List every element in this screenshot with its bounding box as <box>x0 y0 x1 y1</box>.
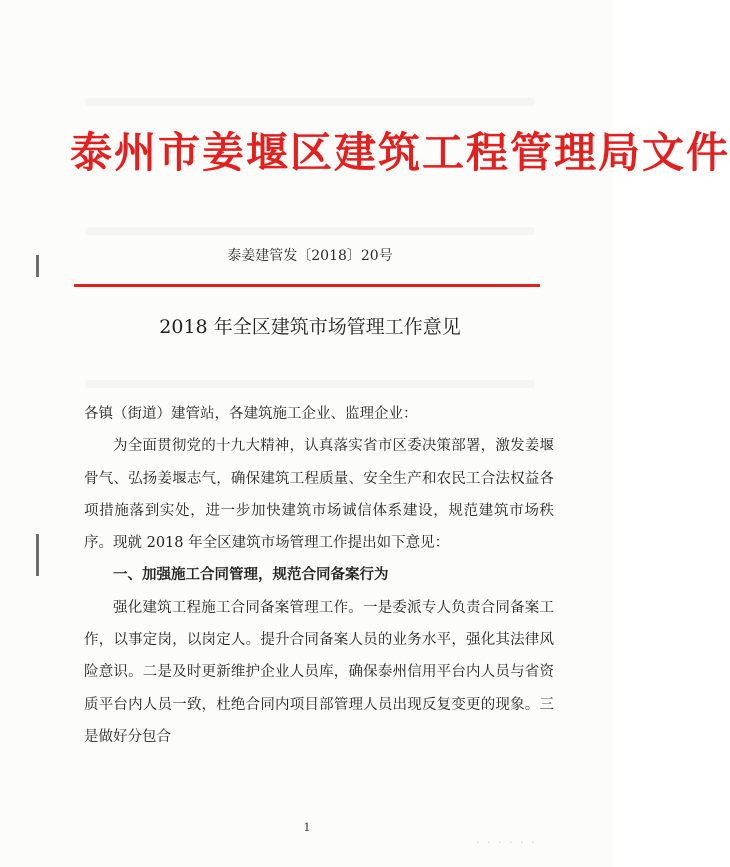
document-title: 2018 年全区建筑市场管理工作意见 <box>159 316 461 338</box>
page-number: 1 <box>303 821 311 834</box>
reverse-bleed <box>85 380 535 388</box>
addressee: 各镇（街道）建管站，各建筑施工企业、监理企业： <box>84 406 418 422</box>
body-paragraph: 强化建筑工程施工合同备案管理工作。一是委派专人负责合同备案工作，以事定岗，以岗定人。提升合同备案人员的业务水平，强化其法律风险意识。二是及时更新维护企业人员库，确保泰州信用平台内人员与省资质平台内人员一致，杜绝合同内项目部管理人员出现反复变更的现象。三是做好分包合 <box>84 599 554 745</box>
red-separator-line <box>74 284 540 287</box>
document-number: 泰姜建管发〔2018〕20号 <box>227 248 393 264</box>
document-body <box>84 398 554 753</box>
document-header-title: 泰州市姜堰区建筑工程管理局文件 <box>70 128 730 177</box>
reverse-bleed <box>85 98 535 106</box>
body-paragraph: 为全面贯彻党的十九大精神，认真落实省市区委决策部署，激发姜堰骨气、弘扬姜堰志气，确保建筑工程质量、安全生产和农民工合法权益各项措施落到实处，进一步加快建筑市场诚信体系建设，规范建筑市场秩序。现就 2018 年全区建筑市场管理工作提出如下意见： <box>84 438 554 552</box>
scan-edge-mark <box>36 534 39 576</box>
scan-edge-mark <box>36 255 39 277</box>
watermark: · · · · · · <box>476 836 537 849</box>
reverse-bleed <box>85 227 535 235</box>
section-heading: 一、加强施工合同管理，规范合同备案行为 <box>113 566 389 584</box>
